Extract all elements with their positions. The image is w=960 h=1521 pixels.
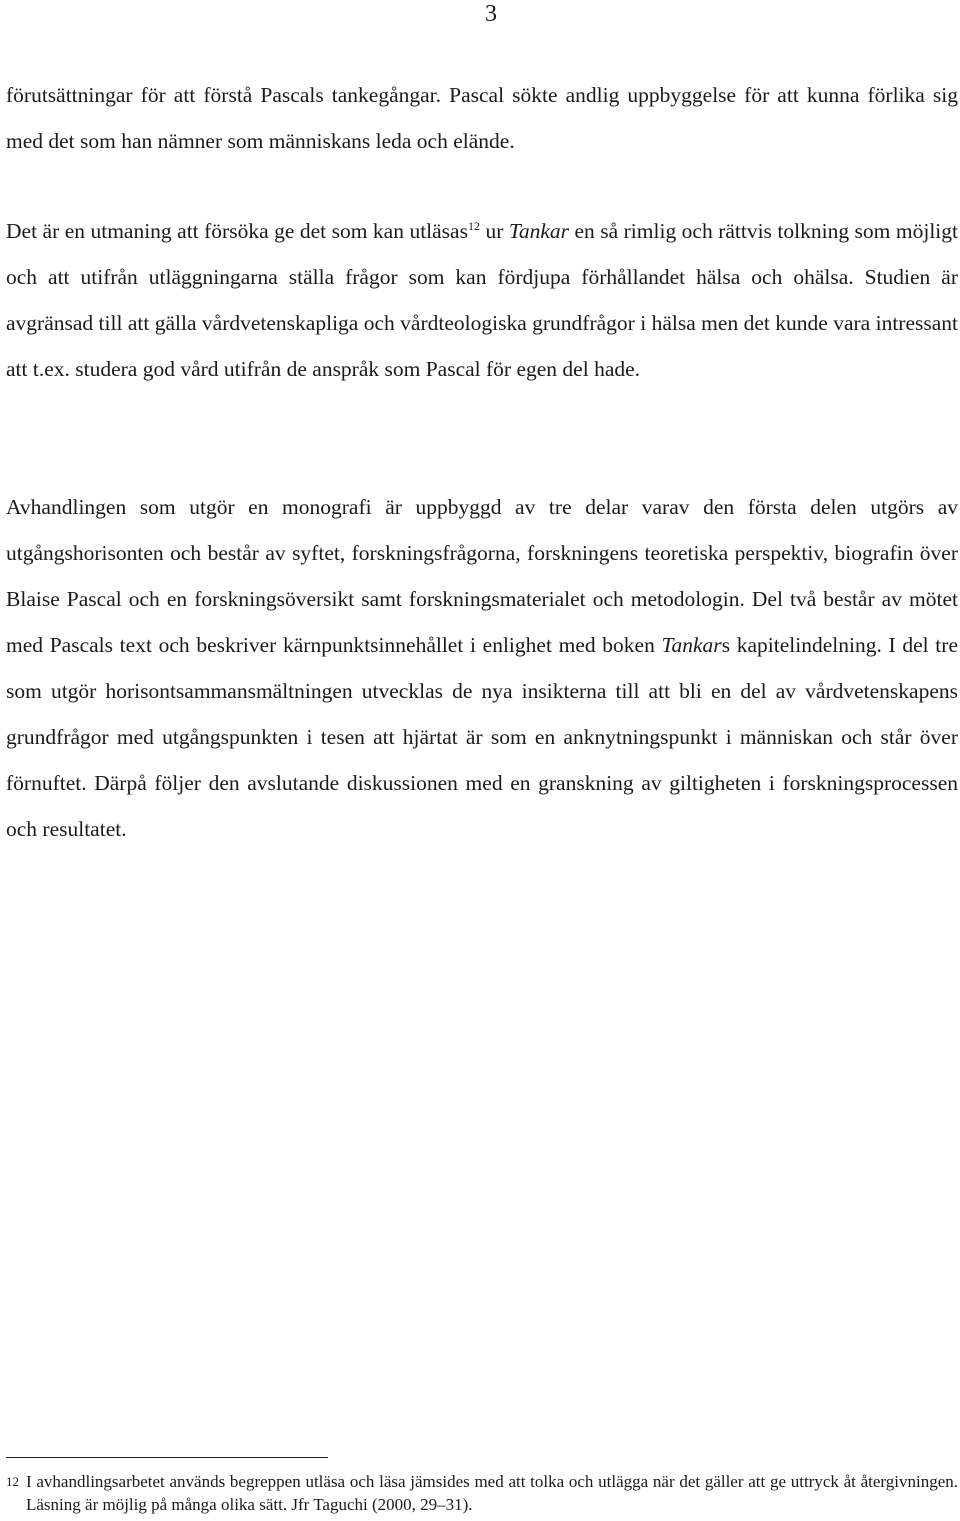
paragraph-2: [6, 208, 958, 392]
footnote-number: 12: [6, 1474, 19, 1489]
paragraph-1-text: förutsättningar för att förstå Pascals tankegångar. Pascal sökte andlig uppbyggelse för att kunna förlika sig med det som han nämner som människans leda och elände.: [6, 83, 958, 153]
footnote-text: I avhandlingsarbetet används begreppen utläsa och läsa jämsides med att tolka och utlägga när det gäller att ge uttryck åt återgivningen. Läsning är möjlig på många olika sätt. Jfr Taguchi (2000, 29–31).: [26, 1472, 958, 1514]
footnote-reference[interactable]: 12: [467, 218, 480, 233]
paragraph-3-text-a: Avhandlingen som utgör en monografi är uppbyggd av tre delar varav den första delen utgörs av utgångshorisonten och består av syftet, forskningsfrågorna, forskningens teoretiska perspektiv, biografin över Blaise Pascal och en forskningsöversikt samt forskningsmaterialet och metodologin. Del två består av mötet med Pascals text och beskriver kärnpunktsinnehållet i enlighet med boken: [6, 495, 958, 657]
footnote-separator: [6, 1457, 328, 1458]
paragraph-1: [6, 72, 958, 164]
paragraph-2-text-a: Det är en utmaning att försöka ge det som kan utläsas: [6, 219, 468, 243]
book-title: Tankar: [508, 219, 569, 243]
paragraph-3: [6, 484, 958, 852]
page-number: 3: [485, 1, 497, 27]
book-title: Tankar: [661, 633, 722, 657]
paragraph-2-text-c: en så rimlig och rättvis tolkning som möjligt och att utifrån utläggningarna ställa frågor som kan fördjupa förhållandet hälsa och ohälsa. Studien är avgränsad till att gälla vårdvetenskapliga och vårdteologiska grundfrågor i hälsa men det kunde vara intressant att t.ex. studera god vård utifrån de anspråk som Pascal för egen del hade.: [6, 219, 958, 381]
paragraph-2-text-b: ur: [479, 219, 509, 243]
paragraph-3-text-b: s kapitelindelning. I del tre som utgör horisontsammansmältningen utvecklas de nya insikterna till att bli en del av vårdvetenskapens grundfrågor med utgångspunkten i tesen att hjärtat är som en anknytningspunkt i människan och står över förnuftet. Därpå följer den avslutande diskussionen med en granskning av giltigheten i forskningsprocessen och resultatet.: [6, 633, 958, 841]
footnote: [6, 1470, 958, 1516]
